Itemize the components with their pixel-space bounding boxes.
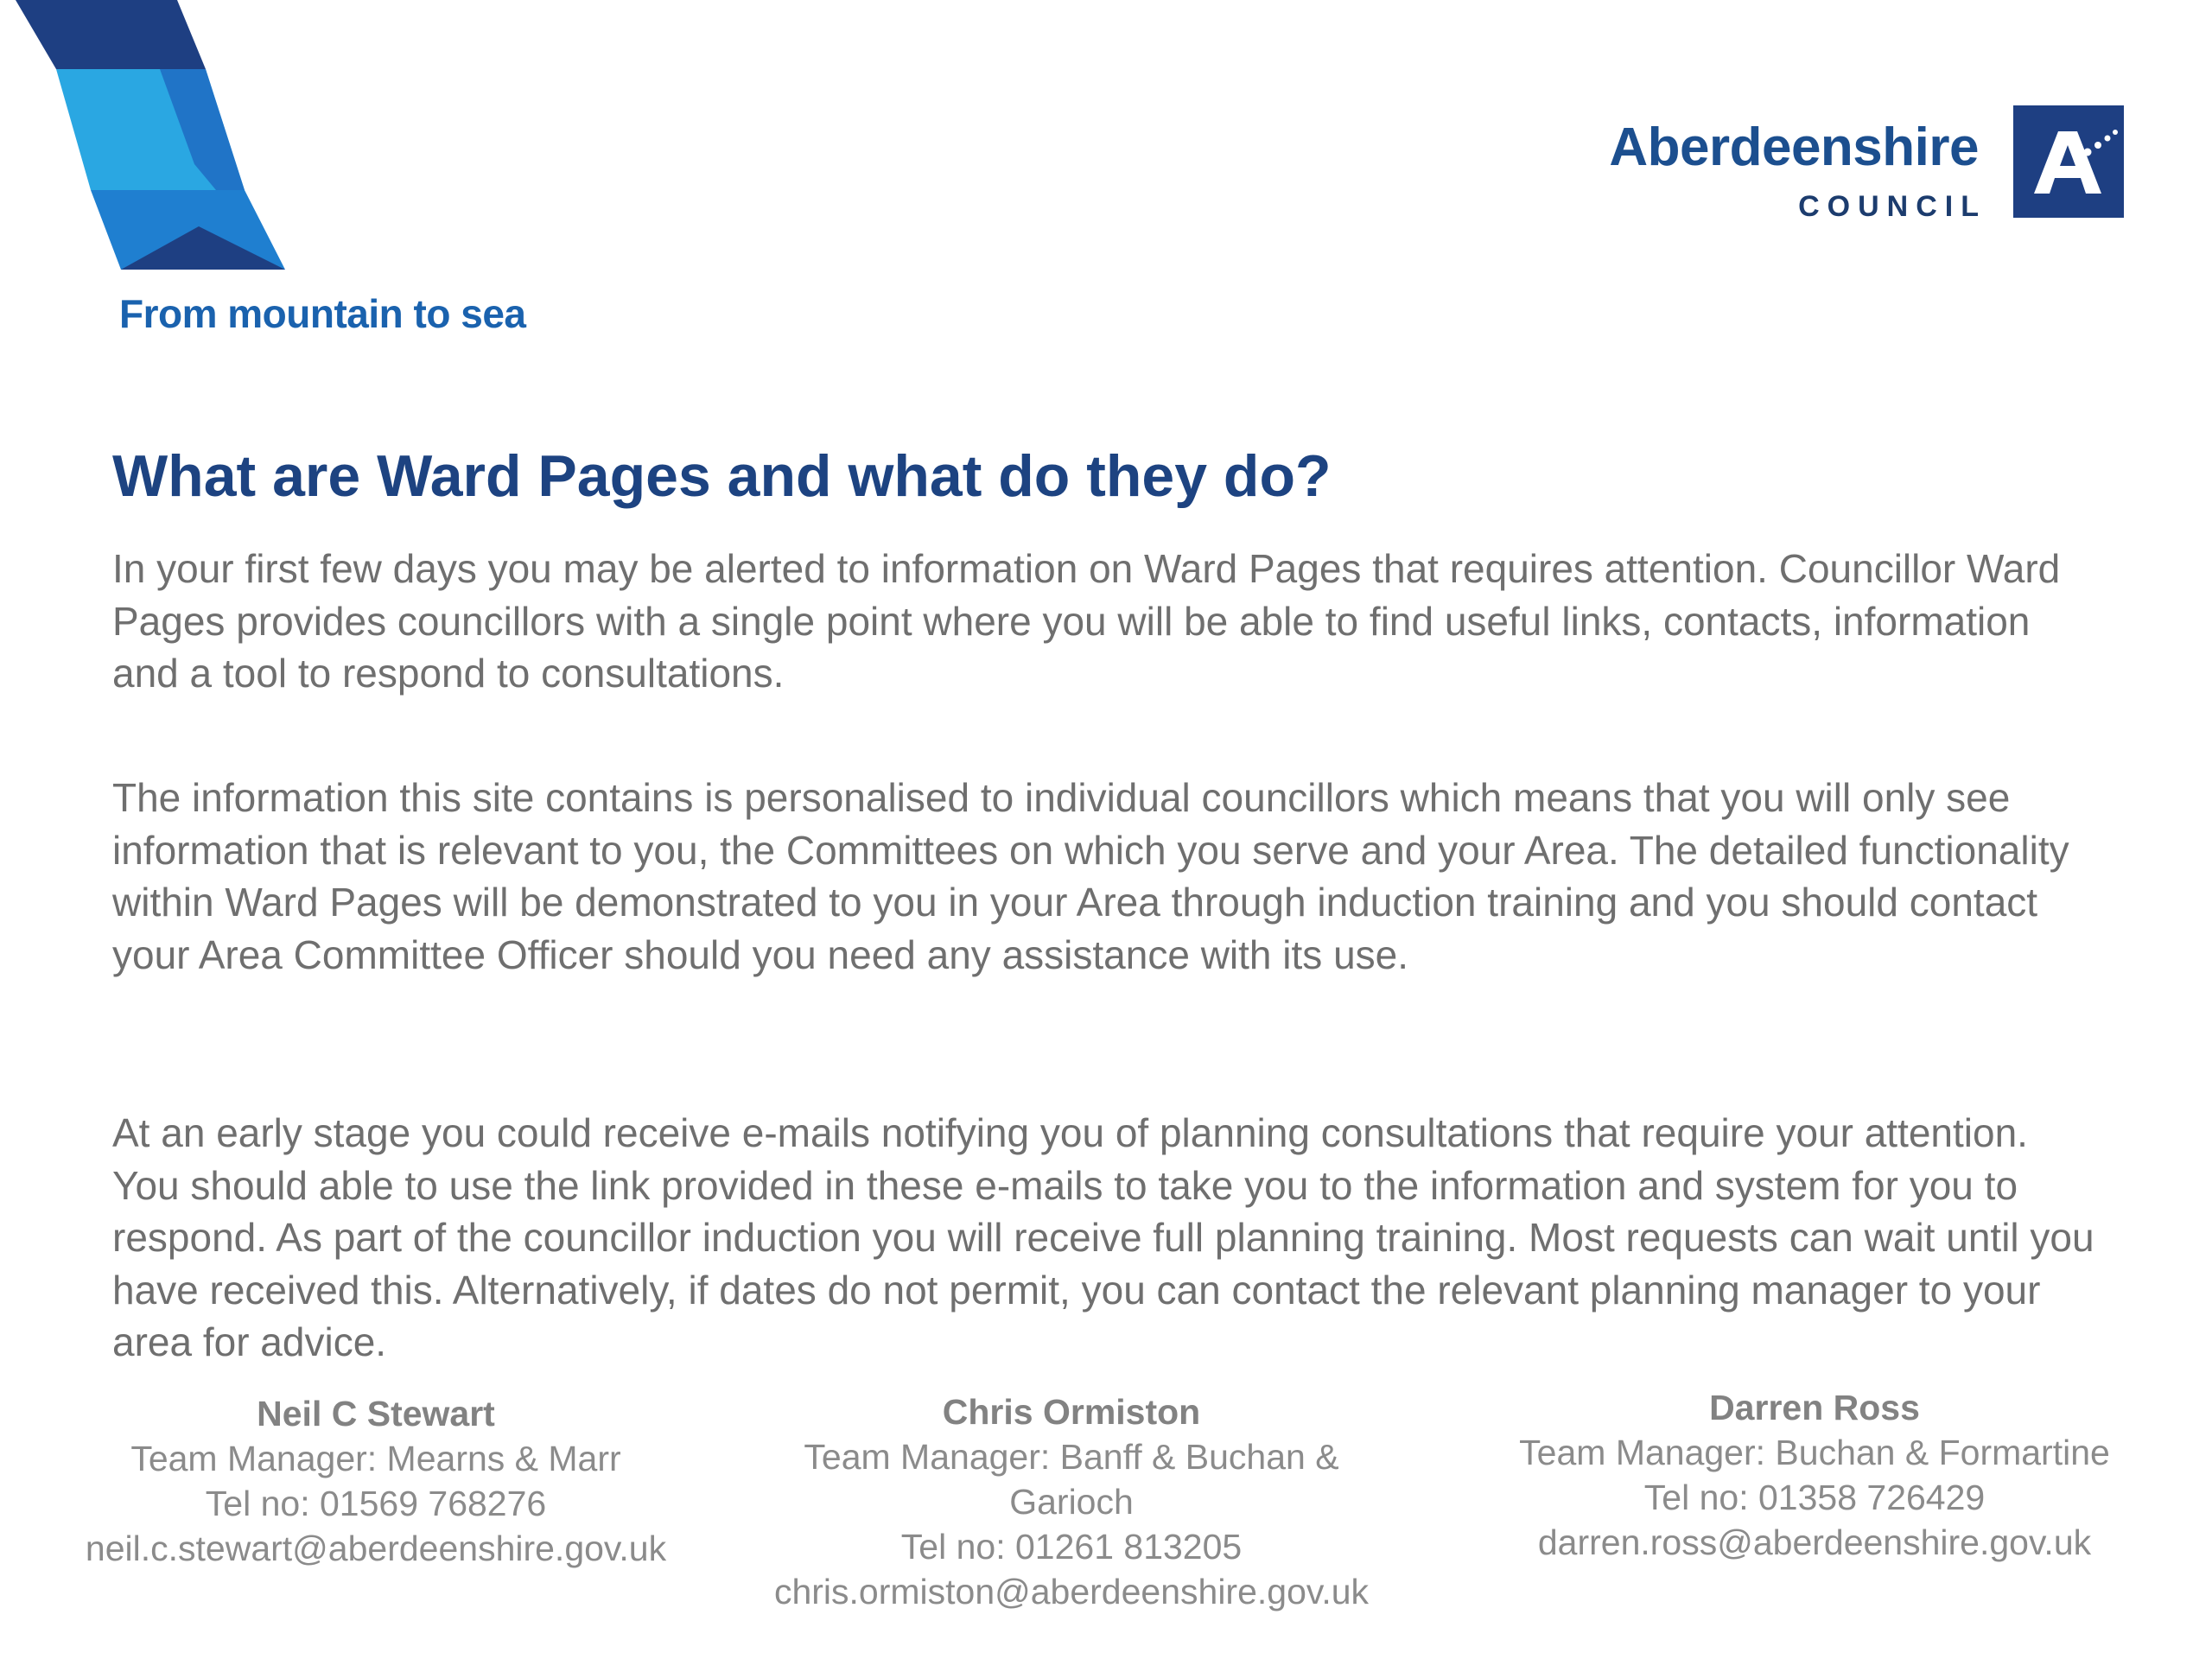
contact-tel: Tel no: 01569 768276: [205, 1484, 547, 1523]
contact-role: Team Manager: Mearns & Marr: [130, 1439, 621, 1478]
contact-card-chris-ormiston: [747, 1389, 1395, 1614]
paragraph-personalised-info: The information this site contains is personalised to individual councillors which means that you will only see information that is relevant to you, the Committees on which you serve and your Area. The detailed functionality within Ward Pages will be demonstrated to you in your Area through induction training and you should contact your Area Committee Officer should you need any assistance with its use.: [112, 775, 2069, 977]
contact-name: Chris Ormiston: [942, 1392, 1201, 1432]
council-logo: [1609, 105, 2124, 224]
contact-name: Neil C Stewart: [257, 1394, 495, 1433]
contact-card-neil-stewart: [52, 1391, 700, 1571]
contact-tel: Tel no: 01261 813205: [900, 1527, 1243, 1567]
council-wordmark: [1609, 118, 1986, 224]
contact-tel: Tel no: 01358 726429: [1643, 1478, 1986, 1517]
contact-email: chris.ormiston@aberdeenshire.gov.uk: [773, 1572, 1370, 1611]
council-emblem-icon: [2013, 105, 2124, 218]
contact-role: Team Manager: Banff & Buchan & Garioch: [804, 1437, 1339, 1522]
corner-ribbon-graphic: [0, 0, 294, 276]
contact-email: neil.c.stewart@aberdeenshire.gov.uk: [85, 1529, 667, 1568]
contacts-section: [0, 1389, 2212, 1640]
contact-name: Darren Ross: [1709, 1388, 1920, 1427]
contact-role: Team Manager: Buchan & Formartine: [1519, 1433, 2110, 1472]
page-title: What are Ward Pages and what do they do?: [112, 443, 1332, 509]
council-name: Aberdeenshire: [1609, 118, 1979, 177]
paragraph-planning-consultations: At an early stage you could receive e-mails notifying you of planning consultations that require your attention. You should able to use the link provided in these e-mails to take you to the information and system for you to respond. As part of the councillor induction you will receive full planning training. Most requests can wait until you have received this. Alternatively, if dates do not permit, you can contact the relevant planning manager to your area for advice.: [112, 1110, 2094, 1364]
brand-tagline: From mountain to sea: [119, 291, 526, 336]
contact-card-darren-ross: [1478, 1385, 2152, 1565]
contact-email: darren.ross@aberdeenshire.gov.uk: [1537, 1522, 2092, 1562]
paragraph-ward-pages-intro: In your first few days you may be alerted to information on Ward Pages that requires attention. Councillor Ward Pages provides councillors with a single point where you will be able to find useful links, contacts, information and a tool to respond to consultations.: [112, 546, 2061, 696]
council-sub: COUNCIL: [1798, 190, 1986, 223]
